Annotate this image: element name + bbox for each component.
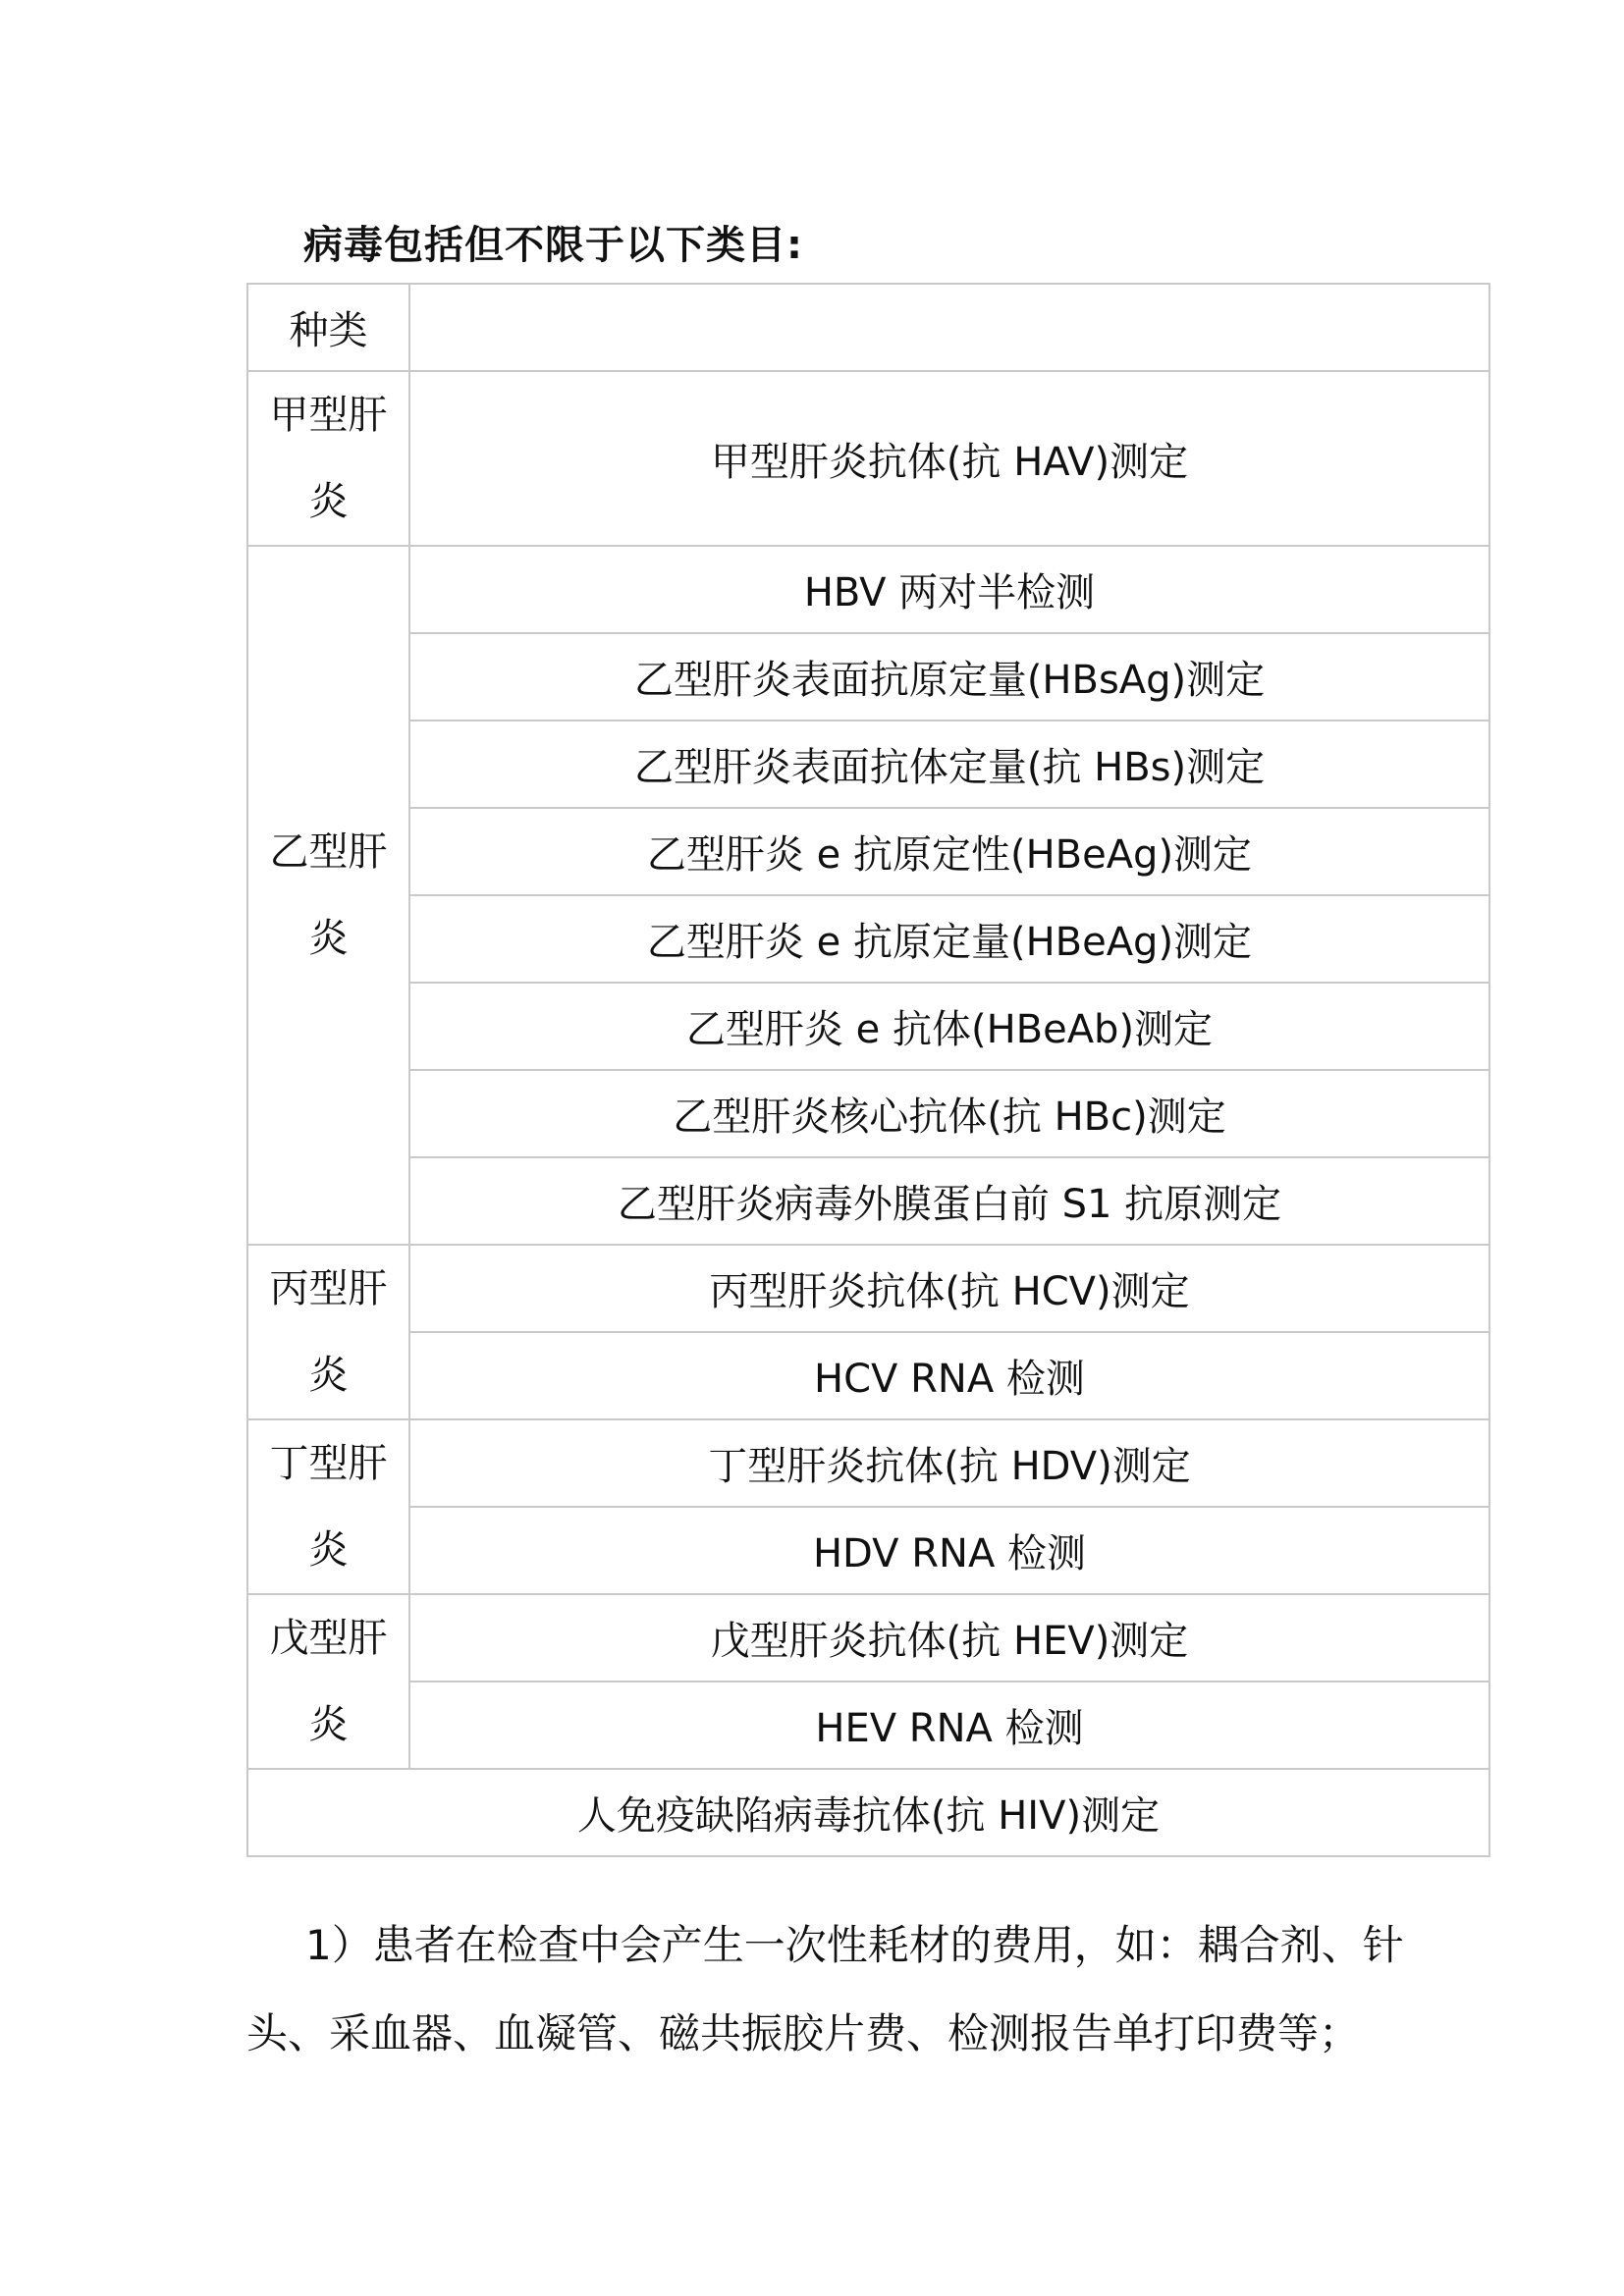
test-item: 戊型肝炎抗体(抗 HEV)测定 — [409, 1594, 1489, 1682]
test-item: 丙型肝炎抗体(抗 HCV)测定 — [409, 1245, 1489, 1332]
table-row — [247, 1245, 1489, 1332]
test-item: 乙型肝炎 e 抗体(HBeAb)测定 — [409, 983, 1489, 1070]
table-row — [247, 1682, 1489, 1769]
table-row — [247, 721, 1489, 808]
test-item: HBV 两对半检测 — [409, 546, 1489, 633]
table-row — [247, 983, 1489, 1070]
table-row — [247, 1419, 1489, 1507]
test-item: 丁型肝炎抗体(抗 HDV)测定 — [409, 1419, 1489, 1507]
test-item: 乙型肝炎 e 抗原定性(HBeAg)测定 — [409, 808, 1489, 895]
header-category-cell: 种类 — [247, 284, 409, 371]
test-item: HDV RNA 检测 — [409, 1507, 1489, 1594]
table-row — [247, 1157, 1489, 1245]
table-row — [247, 371, 1489, 546]
test-item: HCV RNA 检测 — [409, 1332, 1489, 1419]
test-item: 乙型肝炎表面抗原定量(HBsAg)测定 — [409, 633, 1489, 721]
paragraph-line-1: 1）患者在检查中会产生一次性耗材的费用，如：耦合剂、针 — [305, 1921, 1404, 1969]
category-hepatitis-d: 丁型肝 炎 — [247, 1419, 409, 1594]
virus-test-table — [246, 283, 1490, 1857]
test-item: 乙型肝炎核心抗体(抗 HBc)测定 — [409, 1070, 1489, 1157]
hiv-test-cell: 人免疫缺陷病毒抗体(抗 HIV)测定 — [247, 1769, 1489, 1856]
table-row — [247, 1332, 1489, 1419]
test-item: HEV RNA 检测 — [409, 1682, 1489, 1769]
table-row — [247, 633, 1489, 721]
table-row — [247, 808, 1489, 895]
test-item: 甲型肝炎抗体(抗 HAV)测定 — [409, 371, 1489, 546]
category-hepatitis-c: 丙型肝 炎 — [247, 1245, 409, 1419]
category-hepatitis-e: 戊型肝 炎 — [247, 1594, 409, 1769]
header-item-cell — [409, 284, 1489, 371]
test-item: 乙型肝炎病毒外膜蛋白前 S1 抗原测定 — [409, 1157, 1489, 1245]
table-row — [247, 1594, 1489, 1682]
table-row — [247, 895, 1489, 983]
category-hepatitis-a: 甲型肝 炎 — [247, 371, 409, 546]
paragraph-line-2: 头、采血器、血凝管、磁共振胶片费、检测报告单打印费等； — [246, 2009, 1361, 2057]
table-row — [247, 1507, 1489, 1594]
table-header-row — [247, 284, 1489, 371]
test-item: 乙型肝炎 e 抗原定量(HBeAg)测定 — [409, 895, 1489, 983]
table-row — [247, 1070, 1489, 1157]
section-heading: 病毒包括但不限于以下类目: — [303, 223, 803, 268]
test-item: 乙型肝炎表面抗体定量(抗 HBs)测定 — [409, 721, 1489, 808]
category-hepatitis-b: 乙型肝 炎 — [247, 546, 409, 1245]
table-row — [247, 1769, 1489, 1856]
table-row — [247, 546, 1489, 633]
